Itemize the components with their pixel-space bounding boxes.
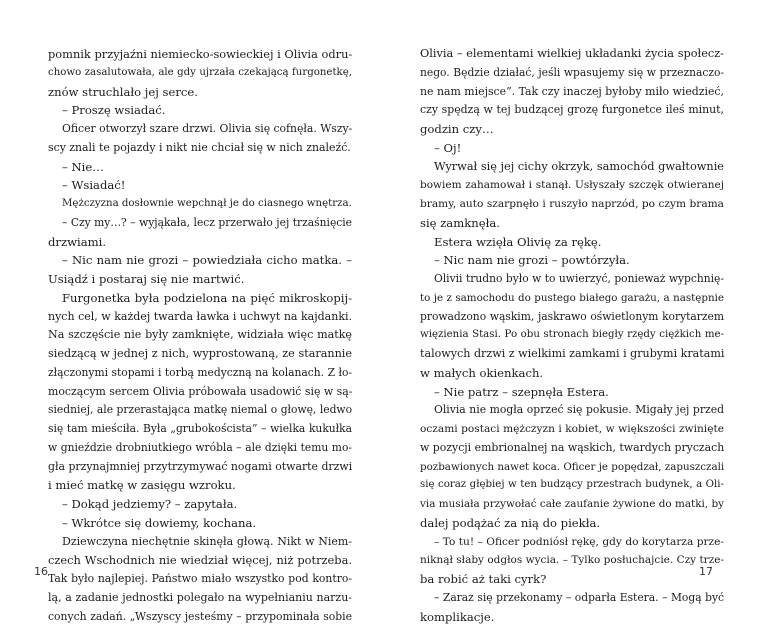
text-line: – Wkrótce się dowiemy, kochana. [48, 514, 352, 533]
text-line: – Zaraz się przekonamy – odparła Estera. – Mogą być [420, 589, 724, 608]
text-line: Olivia – elementami wielkiej układanki życia społecz- [420, 45, 724, 64]
text-line: pomnik przyjaźni niemiecko-sowieckiej i Olivia odru- [48, 45, 352, 64]
text-line: to je z samochodu do pustego białego garażu, a następnie [420, 289, 724, 308]
text-line: oczami postaci mężczyzn i kobiet, w większości zwinięte [420, 420, 724, 439]
text-line: złączonymi stopami i torbą medyczną na kolanach. Z ło- [48, 364, 352, 383]
text-line: – Oj! [420, 139, 724, 158]
text-line: godzin czy… [420, 120, 724, 139]
text-line: – Wsiadać! [48, 176, 352, 195]
text-line: Furgonetka była podzielona na pięć mikroskopij- [48, 289, 352, 308]
text-line: się coraz głębiej w ten budzący przestrach budynek, a Oli- [420, 476, 724, 495]
text-line: moczącym sercem Olivia próbowała usadowić się w są- [48, 383, 352, 402]
text-line: talowych drzwi z wielkimi zamkami i grubymi kratami [420, 345, 724, 364]
text-line: Oficer otworzył szare drzwi. Olivia się cofnęła. Wszy- [48, 120, 352, 139]
text-line: komplikacje. [420, 608, 724, 626]
text-line: znów struchlało jej serce. [48, 83, 352, 102]
text-line: w pozycji embrionalnej na wąskich, twardych pryczach [420, 439, 724, 458]
text-line: Dziewczyna niechętnie skinęła głową. Nikt w Niem- [48, 533, 352, 552]
text-line: więzienia Stasi. Po obu stronach biegły rzędy ciężkich me- [420, 326, 724, 345]
text-line: lą, a zadanie jednostki polegało na wypełnianiu narzu- [48, 589, 352, 608]
text-line: Tak było najlepiej. Państwo miało wszystko pod kontro- [48, 570, 352, 589]
right-page-number: 17 [699, 565, 713, 578]
text-line: ba robić aż taki cyrk? [420, 570, 724, 589]
left-page-text [48, 45, 352, 626]
text-line: w gnieździe drobniutkiego wróbla – ale dzięki temu mo- [48, 439, 352, 458]
text-line: czech Wschodnich nie wiedział więcej, niż potrzeba. [48, 551, 352, 570]
text-line: – Nic nam nie grozi – powiedziała cicho matka. – [48, 251, 352, 270]
text-line: – Czy my…? – wyjąkała, lecz przerwało jej trzaśnięcie [48, 214, 352, 233]
text-line: Olivia nie mogła oprzeć się pokusie. Migały jej przed [420, 401, 724, 420]
text-line: niknął słaby odgłos wycia. – Tylko posłuchajcie. Czy trze- [420, 551, 724, 570]
text-line: nych cel, w każdej twarda ławka i uchwyt na kajdanki. [48, 308, 352, 327]
text-line: – Nic nam nie grozi – powtórzyła. [420, 251, 724, 270]
text-line: czy spędzą w tej budzącej grozę furgonetce ileś minut, [420, 101, 724, 120]
text-line: Mężczyzna dosłownie wepchnął je do ciasnego wnętrza. [48, 195, 352, 214]
text-line: – Proszę wsiadać. [48, 101, 352, 120]
text-line: siedzącą w jednej z nich, wyprostowaną, ze starannie [48, 345, 352, 364]
text-line: nego. Będzie działać, jeśli wpasujemy się w przeznaczo- [420, 64, 724, 83]
right-page-text [420, 45, 724, 626]
text-line: – To tu! – Oficer podniósł rękę, gdy do korytarza prze- [420, 533, 724, 552]
text-line: się zamknęła. [420, 214, 724, 233]
text-line: via musiała przywołać całe zaufanie żywione do matki, by [420, 495, 724, 514]
text-line: Usiądź i postaraj się nie martwić. [48, 270, 352, 289]
text-line: siedniej, ale przerastająca matkę niemal o głowę, ledwo [48, 401, 352, 420]
left-page-number: 16 [34, 565, 48, 578]
text-line: bramy, auto szarpnęło i ruszyło naprzód, po czym brama [420, 195, 724, 214]
text-line: – Nie… [48, 158, 352, 177]
text-line: Olivii trudno było w to uwierzyć, ponieważ wypchnię- [420, 270, 724, 289]
text-line: gła przynajmniej przytrzymywać nogami otwarte drzwi [48, 458, 352, 477]
text-line: w małych okienkach. [420, 364, 724, 383]
text-line: Wyrwał się jej cichy okrzyk, samochód gwałtownie [420, 158, 724, 177]
text-line: chowo zasalutowała, ale gdy ujrzała czekającą furgonetkę, [48, 64, 352, 83]
text-line: scy znali te pojazdy i nikt nie chciał się w nich znaleźć. [48, 139, 352, 158]
text-line: conych zadań. „Wszyscy jesteśmy – przypominała sobie [48, 608, 352, 626]
text-line: drzwiami. [48, 233, 352, 252]
text-line: Estera wzięła Olivię za rękę. [420, 233, 724, 252]
text-line: prowadzono wąskim, jaskrawo oświetlonym korytarzem [420, 308, 724, 327]
text-line: i mieć matkę w zasięgu wzroku. [48, 476, 352, 495]
text-line: bowiem zahamował i stanął. Usłyszały szczęk otwieranej [420, 176, 724, 195]
text-line: pozbawionych nawet koca. Oficer je popędzał, zapuszczali [420, 458, 724, 477]
text-line: – Nie patrz – szepnęła Estera. [420, 383, 724, 402]
text-line: się tam mieściła. Była „grubokoścista” – wielka kukułka [48, 420, 352, 439]
text-line: dalej podążać za nią do piekła. [420, 514, 724, 533]
text-line: Na szczęście nie były zamknięte, widziała więc matkę [48, 326, 352, 345]
text-line: ne nam miejsce”. Tak czy inaczej byłoby miło wiedzieć, [420, 83, 724, 102]
text-line: – Dokąd jedziemy? – zapytała. [48, 495, 352, 514]
